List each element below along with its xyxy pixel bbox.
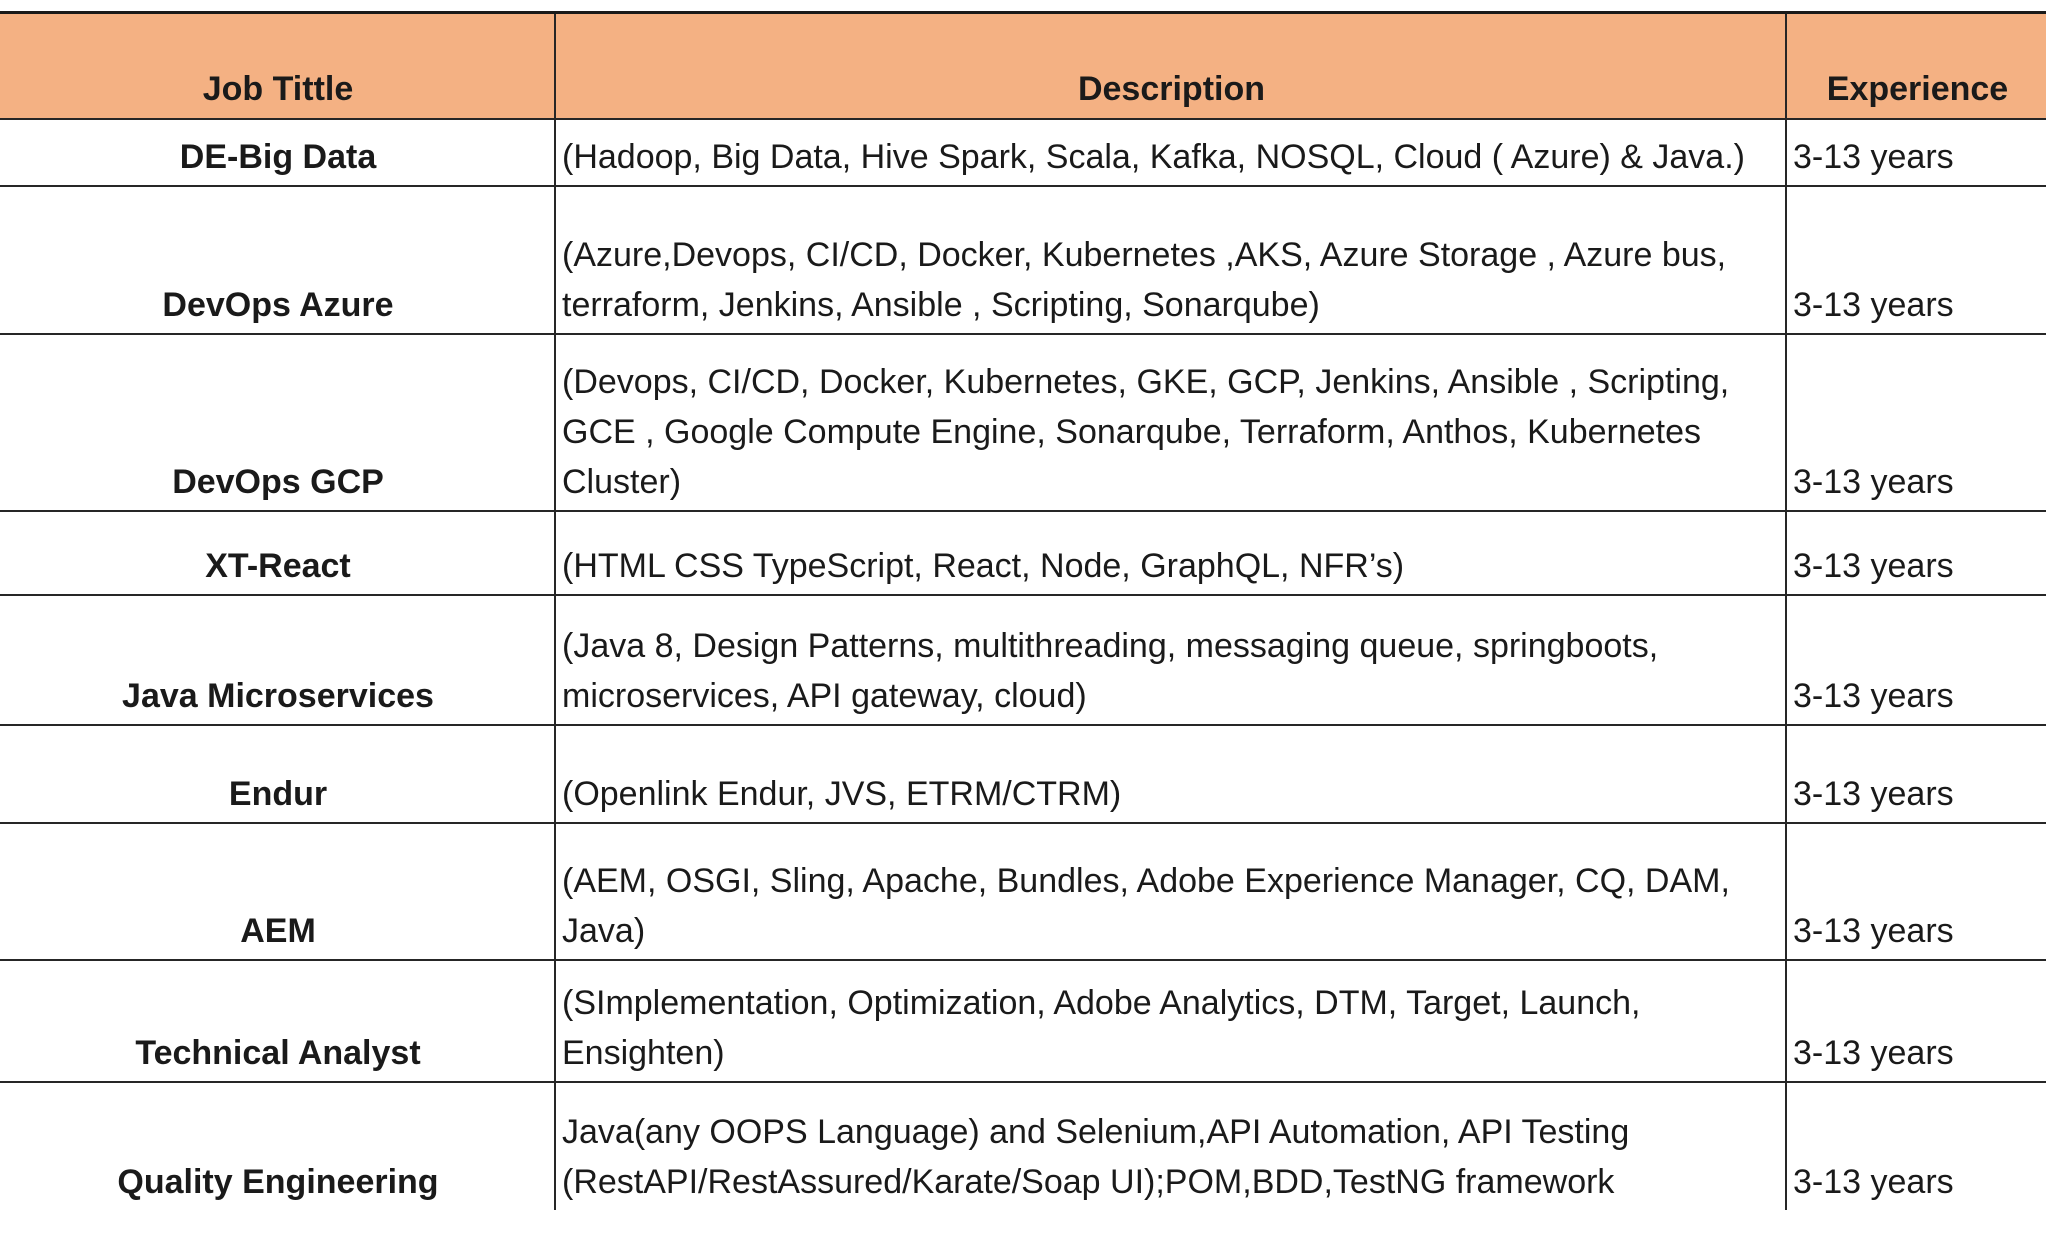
- table-row: [0, 1082, 2046, 1210]
- job-title-cell: Quality Engineering: [0, 1082, 555, 1210]
- description-line: microservices, API gateway, cloud): [562, 677, 1087, 715]
- header-row: [0, 13, 2046, 120]
- description-line: terraform, Jenkins, Ansible , Scripting, Sonarqube): [562, 286, 1320, 324]
- job-title-cell: Technical Analyst: [0, 960, 555, 1082]
- description-line: (Hadoop, Big Data, Hive Spark, Scala, Kafka, NOSQL, Cloud ( Azure) & Java.): [562, 138, 1745, 176]
- description-line: Java): [562, 912, 646, 950]
- job-title-cell: Java Microservices: [0, 595, 555, 725]
- job-title-cell: DevOps GCP: [0, 334, 555, 511]
- table-row: [0, 595, 2046, 725]
- description-cell: [555, 119, 1786, 186]
- job-title-cell: DE-Big Data: [0, 119, 555, 186]
- description-line: (RestAPI/RestAssured/Karate/Soap UI);POM,BDD,TestNG framework: [562, 1163, 1615, 1201]
- job-title-cell: XT-React: [0, 511, 555, 595]
- experience-cell: 3-13 years: [1786, 186, 2046, 334]
- experience-cell: 3-13 years: [1786, 595, 2046, 725]
- description-line: (AEM, OSGI, Sling, Apache, Bundles, Adobe Experience Manager, CQ, DAM,: [562, 862, 1730, 900]
- description-line: (SImplementation, Optimization, Adobe Analytics, DTM, Target, Launch,: [562, 984, 1641, 1022]
- description-cell: [555, 334, 1786, 511]
- job-title-cell: DevOps Azure: [0, 186, 555, 334]
- description-line: (Java 8, Design Patterns, multithreading, messaging queue, springboots,: [562, 627, 1659, 665]
- description-line: GCE , Google Compute Engine, Sonarqube, Terraform, Anthos, Kubernetes: [562, 413, 1702, 451]
- description-line: Cluster): [562, 463, 682, 501]
- description-cell: [555, 725, 1786, 823]
- job-title-cell: Endur: [0, 725, 555, 823]
- job-title-cell: AEM: [0, 823, 555, 960]
- experience-cell: 3-13 years: [1786, 823, 2046, 960]
- description-line: (Devops, CI/CD, Docker, Kubernetes, GKE, GCP, Jenkins, Ansible , Scripting,: [562, 363, 1730, 401]
- table-row: [0, 823, 2046, 960]
- description-line: (Openlink Endur, JVS, ETRM/CTRM): [562, 775, 1122, 813]
- description-line: (HTML CSS TypeScript, React, Node, GraphQL, NFR’s): [562, 547, 1405, 585]
- header-description: Description: [555, 13, 1786, 120]
- description-cell: [555, 1082, 1786, 1210]
- table-row: [0, 511, 2046, 595]
- header-job-title: Job Tittle: [0, 13, 555, 120]
- description-cell: [555, 186, 1786, 334]
- description-cell: [555, 960, 1786, 1082]
- description-line: Ensighten): [562, 1034, 725, 1072]
- table-body: [0, 119, 2046, 1210]
- header-experience: Experience: [1786, 13, 2046, 120]
- table-row: [0, 960, 2046, 1082]
- experience-cell: 3-13 years: [1786, 119, 2046, 186]
- experience-cell: 3-13 years: [1786, 725, 2046, 823]
- table-row: [0, 186, 2046, 334]
- experience-cell: 3-13 years: [1786, 511, 2046, 595]
- description-line: Java(any OOPS Language) and Selenium,API Automation, API Testing: [562, 1113, 1630, 1151]
- jobs-table: [0, 11, 2046, 1210]
- description-cell: [555, 511, 1786, 595]
- table-row: [0, 334, 2046, 511]
- experience-cell: 3-13 years: [1786, 960, 2046, 1082]
- description-line: (Azure,Devops, CI/CD, Docker, Kubernetes ,AKS, Azure Storage , Azure bus,: [562, 236, 1727, 274]
- table-row: [0, 119, 2046, 186]
- experience-cell: 3-13 years: [1786, 334, 2046, 511]
- table-row: [0, 725, 2046, 823]
- description-cell: [555, 823, 1786, 960]
- description-cell: [555, 595, 1786, 725]
- experience-cell: 3-13 years: [1786, 1082, 2046, 1210]
